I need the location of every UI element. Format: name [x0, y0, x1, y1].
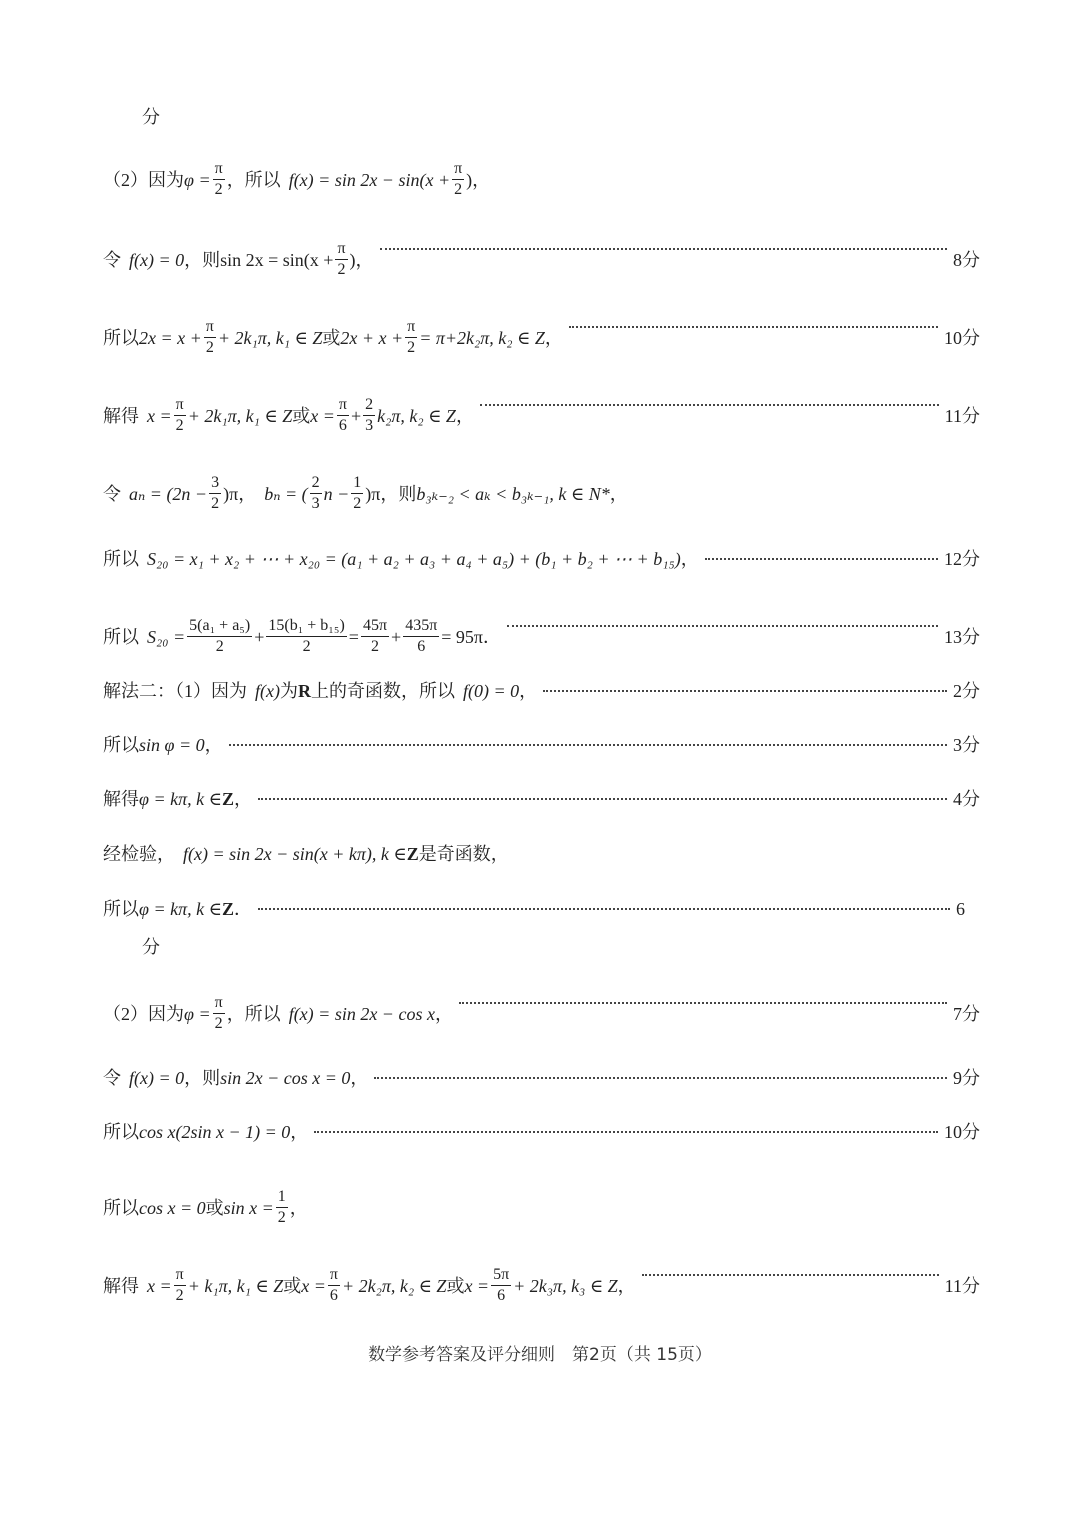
dot-leader: [258, 908, 950, 910]
fraction: [174, 396, 186, 436]
fraction-denominator: 2: [407, 339, 416, 357]
line-method2-part1: 解法二：（1）因为 f(x) 为 R 上的奇函数，所以 f(0) = 0 ， 2分: [103, 681, 980, 701]
fraction: [187, 617, 252, 657]
score-label: 10分: [944, 1122, 980, 1142]
fraction-denominator: 6: [329, 1287, 338, 1305]
fraction-numerator: 15(b₁ + b₁₅): [266, 617, 346, 637]
score-label: 11分: [944, 1275, 980, 1296]
dot-leader: [229, 744, 947, 746]
score-label: 2分: [953, 681, 980, 701]
fraction-denominator: 2: [175, 417, 184, 435]
fraction-denominator: 2: [214, 181, 223, 199]
fraction-numerator: 45π: [361, 617, 389, 637]
fraction-denominator: 2: [205, 339, 214, 357]
fraction-numerator: 435π: [403, 617, 439, 637]
line-phi-conclusion: 所以 φ = kπ, k ∈ Z ． 6: [103, 899, 965, 919]
fraction: [174, 1266, 186, 1306]
fraction: [491, 1266, 511, 1306]
fraction: [335, 240, 347, 280]
fraction: [363, 396, 375, 436]
line-verification: 经检验， f(x) = sin 2x − sin(x + kπ), k ∈ Z 是奇函数，: [103, 844, 509, 864]
fraction-denominator: 2: [277, 1209, 286, 1227]
continuation-fen-top: 分: [142, 107, 160, 127]
dot-leader: [642, 1274, 939, 1276]
score-label: 6: [956, 899, 965, 919]
fraction-denominator: 2: [337, 261, 346, 279]
fraction-numerator: 2: [310, 474, 322, 494]
fraction-numerator: 2: [363, 396, 375, 416]
fraction-denominator: 3: [365, 417, 374, 435]
score-label: 11分: [944, 405, 980, 426]
fraction-numerator: 1: [351, 474, 363, 494]
dot-leader: [380, 248, 947, 250]
fraction: [310, 474, 322, 514]
dot-leader: [314, 1131, 938, 1133]
line-method2-part2: （2）因为 φ = $\frac{\pi}{2}$ ，所以 f(x) = sin 2x − cos x ， 7分: [103, 994, 980, 1033]
fraction: [213, 160, 225, 200]
fraction: [209, 474, 221, 514]
fraction-numerator: π: [213, 994, 225, 1014]
score-label: 3分: [953, 735, 980, 755]
fraction-numerator: 5π: [491, 1266, 511, 1286]
dot-leader: [507, 625, 938, 627]
line-phi-solution: 解得 φ = kπ, k ∈ Z ， 4分: [103, 789, 980, 809]
dot-leader: [480, 404, 939, 406]
dot-leader: [374, 1077, 947, 1079]
fraction-numerator: π: [405, 318, 417, 338]
line-cos-sin-cases: 所以 cos x = 0 或 sin x = $\frac{1}{2}$ ，: [103, 1188, 308, 1227]
fraction-numerator: π: [174, 396, 186, 416]
fraction: [328, 1266, 340, 1306]
line-factorization: 所以 cos x(2sin x − 1) = 0 ， 10分: [103, 1122, 980, 1142]
page-footer: 数学参考答案及评分细则 第2页（共 15页）: [368, 1345, 712, 1365]
line-part2-condition: （2）因为 φ = $\frac{\pi}{2}$ ，所以 f(x) = sin 2x − sin(x + $\frac{\pi}{2}$ )，: [103, 160, 491, 199]
line-solve-x: 解得 x = $\frac{\pi}{2}$ + 2k₁π, k₁ ∈ Z 或 x = $\frac{\pi}{6}$ + $\frac{2}{3}$ k₂π, k₂ ∈ Z ， 11分: [103, 396, 980, 435]
fraction-numerator: π: [174, 1266, 186, 1286]
score-label: 4分: [953, 789, 980, 809]
dot-leader: [543, 690, 947, 692]
fraction-numerator: π: [328, 1266, 340, 1286]
dot-leader: [258, 798, 947, 800]
fraction: [361, 617, 389, 657]
dot-leader: [705, 558, 938, 560]
fraction-denominator: 3: [311, 495, 320, 513]
line-equation-cases: 所以 2x = x + $\frac{\pi}{2}$ + 2k₁π, k₁ ∈ Z 或 2x + x + $\frac{\pi}{2}$ = π+2k₂π, k₂ ∈ Z ， 10分: [103, 318, 980, 357]
score-label: 13分: [944, 626, 980, 647]
fraction-denominator: 2: [215, 638, 224, 656]
fraction: [266, 617, 346, 657]
fraction-denominator: 2: [211, 495, 220, 513]
fraction-denominator: 2: [454, 181, 463, 199]
line-sum-expansion: 所以 S₂₀ = x₁ + x₂ + ⋯ + x₂₀ = (a₁ + a₂ + a₃ + a₄ + a₅) + (b₁ + b₂ + ⋯ + b₁₅) ， 12分: [103, 549, 980, 569]
line-define-sequences: 令 aₙ = (2n − $\frac{3}{2}$ )π ， bₙ = ( $\frac{2}{3}$ n − $\frac{1}{2}$ )π ，则 b₃ₖ₋₂ < aₖ < b₃ₖ₋₁, k ∈ N* ，: [103, 474, 628, 513]
continuation-fen-mid: 分: [142, 937, 160, 957]
dot-leader: [569, 326, 938, 328]
line-sum-result: 所以 S₂₀ = $\frac{\text{5(a₁ + a₅)}}{2}$ + $\frac{\text{15(b₁ + b₁₅)}}{2}$ = $\frac{45\pi}{2}$ + $\frac{435\pi}{6}$ = 95π ． 13分: [103, 617, 980, 656]
fraction: [405, 318, 417, 358]
fraction-denominator: 2: [175, 1287, 184, 1305]
fraction-numerator: 3: [209, 474, 221, 494]
score-label: 10分: [944, 327, 980, 348]
fraction-denominator: 2: [370, 638, 379, 656]
fraction: [351, 474, 363, 514]
line-sin-phi-zero: 所以 sin φ = 0 ， 3分: [103, 735, 980, 755]
fraction: [276, 1188, 288, 1228]
fraction: [452, 160, 464, 200]
fraction-numerator: π: [452, 160, 464, 180]
line-final-solution: 解得 x = $\frac{\pi}{2}$ + k₁π, k₁ ∈ Z 或 x = $\frac{\pi}{6}$ + 2k₂π, k₂ ∈ Z 或 x = $\frac{5\pi}{6}$ + 2k₃π, k₃ ∈ Z ， 11分: [103, 1266, 980, 1305]
fraction-numerator: π: [204, 318, 216, 338]
score-label: 9分: [953, 1068, 980, 1088]
fraction: [403, 617, 439, 657]
fraction-denominator: 6: [417, 638, 426, 656]
line-set-zero: 令 f(x) = 0 ，则 sin 2x = sin(x + $\frac{\pi}{2}$ )， 8分: [103, 240, 980, 279]
fraction-denominator: 6: [497, 1287, 506, 1305]
fraction-denominator: 2: [302, 638, 311, 656]
dot-leader: [459, 1002, 947, 1004]
fraction: [213, 994, 225, 1034]
score-label: 8分: [953, 249, 980, 270]
fraction-numerator: 1: [276, 1188, 288, 1208]
line-set-zero-2: 令 f(x) = 0 ，则 sin 2x − cos x = 0 ， 9分: [103, 1068, 980, 1088]
score-label: 7分: [953, 1003, 980, 1024]
fraction-denominator: 6: [338, 417, 347, 435]
fraction-numerator: π: [213, 160, 225, 180]
fraction: [204, 318, 216, 358]
score-label: 12分: [944, 549, 980, 569]
fraction-denominator: 2: [353, 495, 362, 513]
fraction-numerator: 5(a₁ + a₅): [187, 617, 252, 637]
fraction-numerator: π: [337, 396, 349, 416]
fraction: [337, 396, 349, 436]
fraction-numerator: π: [335, 240, 347, 260]
fraction-denominator: 2: [214, 1015, 223, 1033]
